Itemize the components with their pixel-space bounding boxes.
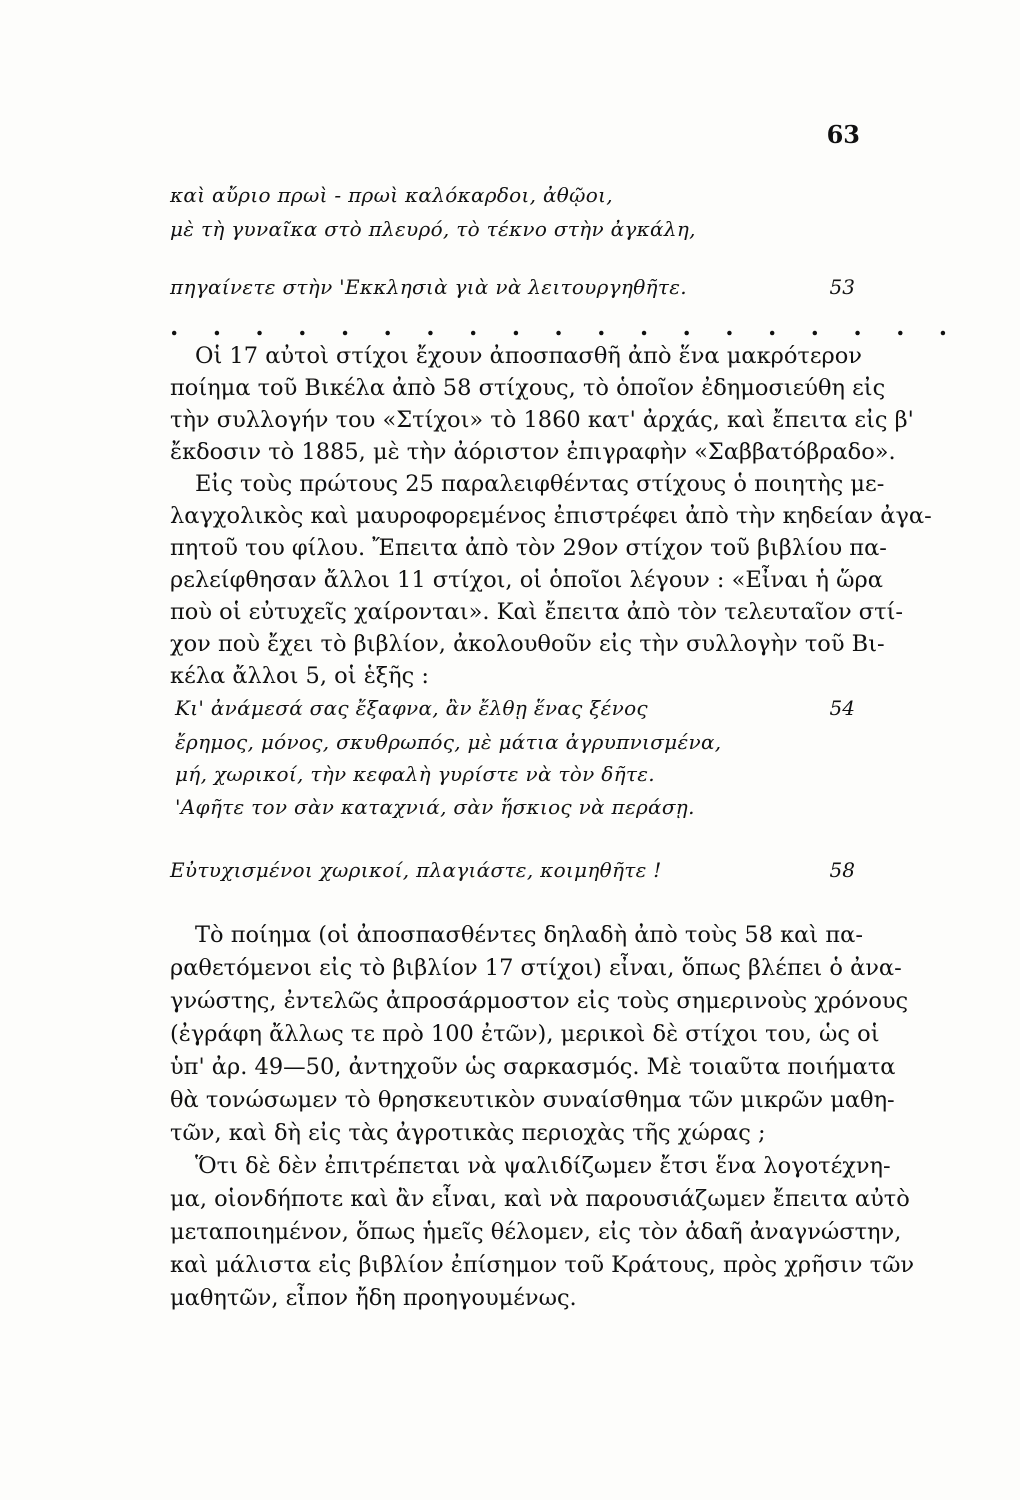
paragraph-line: ραθετόμενοι εἰς τὸ βιβλίον 17 στίχοι) εἶναι, ὅπως βλέπει ὁ ἀνα- xyxy=(170,955,902,981)
paragraph-line: θὰ τονώσωμεν τὸ θρησκευτικὸν συναίσθημα τῶν μικρῶν μαθη- xyxy=(170,1087,895,1113)
paragraph-line: μα, οἱονδήποτε καὶ ἂν εἶναι, καὶ νὰ παρουσιάζωμεν ἔπειτα αὐτὸ xyxy=(170,1186,910,1212)
paragraph-line: τῶν, καὶ δὴ εἰς τὰς ἀγροτικὰς περιοχὰς τῆς χώρας ; xyxy=(170,1120,766,1146)
paragraph-line: ὑπ' ἀρ. 49—50, ἀντηχοῦν ὡς σαρκασμός. Μὲ τοιαῦτα ποιήματα xyxy=(170,1054,896,1080)
paragraph-line: κέλα ἄλλοι 5, οἱ ἑξῆς : xyxy=(170,663,429,689)
paragraph-line: λαγχολικὸς καὶ μαυροφορεμένος ἐπιστρέφει ἀπὸ τὴν κηδείαν ἀγα- xyxy=(170,503,932,529)
verse-number: 58 xyxy=(829,858,855,882)
verse-line: Κι' ἀνάμεσά σας ἔξαφνα, ἂν ἔλθῃ ἕνας ξένος xyxy=(175,696,648,720)
ellipsis-divider: . . . . . . . . . . . . . . . . . . . xyxy=(170,312,961,341)
verse-line: μὲ τὴ γυναῖκα στὸ πλευρό, τὸ τέκνο στὴν ἀγκάλη, xyxy=(170,217,696,241)
verse-number: 53 xyxy=(829,275,855,299)
paragraph-line: Οἱ 17 αὐτοὶ στίχοι ἔχουν ἀποσπασθῆ ἀπὸ ἕνα μακρότερον xyxy=(195,343,862,369)
paragraph-line: ποίημα τοῦ Βικέλα ἀπὸ 58 στίχους, τὸ ὁποῖον ἐδημοσιεύθη εἰς xyxy=(170,375,886,401)
paragraph-line: ἔκδοσιν τὸ 1885, μὲ τὴν ἀόριστον ἐπιγραφὴν «Σαββατόβραδο». xyxy=(170,439,896,465)
verse-line: ἔρημος, μόνος, σκυθρωπός, μὲ μάτια ἀγρυπνισμένα, xyxy=(175,730,722,754)
paragraph-line: Εἰς τοὺς πρώτους 25 παραλειφθέντας στίχους ὁ ποιητὴς με- xyxy=(195,471,885,497)
verse-line: καὶ αὔριο πρωὶ - πρωὶ καλόκαρδοι, ἀθῷοι, xyxy=(170,183,613,207)
paragraph-line: (ἐγράφη ἄλλως τε πρὸ 100 ἐτῶν), μερικοὶ δὲ στίχοι του, ὡς οἱ xyxy=(170,1021,880,1047)
paragraph-line: καὶ μάλιστα εἰς βιβλίον ἐπίσημον τοῦ Κράτους, πρὸς χρῆσιν τῶν xyxy=(170,1252,915,1278)
paragraph-line: πητοῦ του φίλου. Ἔπειτα ἀπὸ τὸν 29ον στίχον τοῦ βιβλίου πα- xyxy=(170,535,887,561)
verse-line: μή, χωρικοί, τὴν κεφαλὴ γυρίστε νὰ τὸν δῆτε. xyxy=(175,762,655,786)
paragraph-line: μεταποιημένον, ὅπως ἡμεῖς θέλομεν, εἰς τὸν ἀδαῆ ἀναγνώστην, xyxy=(170,1219,902,1245)
verse-line: πηγαίνετε στὴν 'Εκκλησιὰ γιὰ νὰ λειτουργηθῆτε. xyxy=(170,275,687,299)
paragraph-line: γνώστης, ἐντελῶς ἀπροσάρμοστον εἰς τοὺς σημερινοὺς χρόνους xyxy=(170,988,909,1014)
paragraph-line: Ὅτι δὲ δὲν ἐπιτρέπεται νὰ ψαλιδίζωμεν ἔτσι ἕνα λογοτέχνη- xyxy=(195,1153,891,1179)
verse-line: Εὐτυχισμένοι χωρικοί, πλαγιάστε, κοιμηθῆτε ! xyxy=(170,858,662,882)
paragraph-line: Τὸ ποίημα (οἱ ἀποσπασθέντες δηλαδὴ ἀπὸ τοὺς 58 καὶ πα- xyxy=(195,922,863,948)
paragraph-line: ρελείφθησαν ἄλλοι 11 στίχοι, οἱ ὁποῖοι λέγουν : «Εἶναι ἡ ὥρα xyxy=(170,567,883,593)
page-number: 63 xyxy=(826,120,860,149)
paragraph-line: ποὺ οἱ εὐτυχεῖς χαίρονται». Καὶ ἔπειτα ἀπὸ τὸν τελευταῖον στί- xyxy=(170,599,904,625)
paragraph-line: χον ποὺ ἔχει τὸ βιβλίον, ἀκολουθοῦν εἰς τὴν συλλογὴν τοῦ Βι- xyxy=(170,631,885,657)
verse-line: 'Αφῆτε τον σὰν καταχνιά, σὰν ἥσκιος νὰ περάσῃ. xyxy=(175,795,695,819)
verse-number: 54 xyxy=(829,696,855,720)
paragraph-line: μαθητῶν, εἶπον ἤδη προηγουμένως. xyxy=(170,1285,577,1311)
paragraph-line: τὴν συλλογήν του «Στίχοι» τὸ 1860 κατ' ἀρχάς, καὶ ἔπειτα εἰς β' xyxy=(170,407,914,433)
